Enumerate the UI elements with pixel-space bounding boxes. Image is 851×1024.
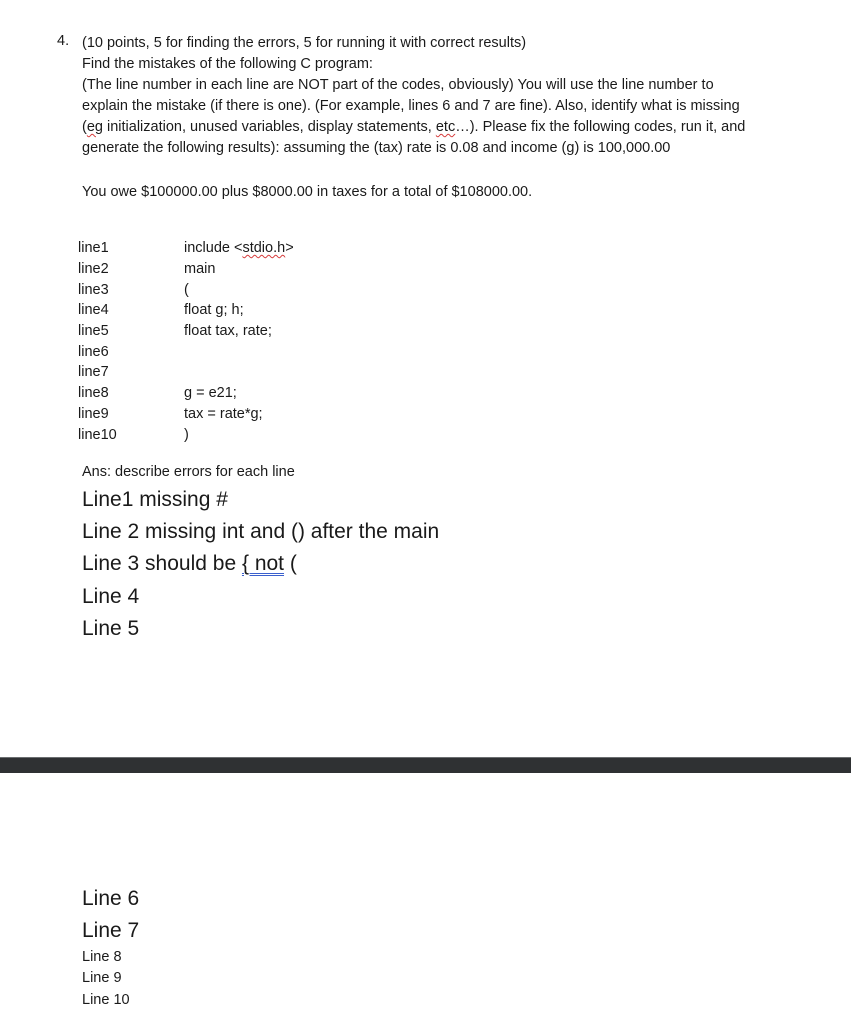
code-line-number: line2 — [78, 261, 109, 277]
code-line-number: line9 — [78, 406, 109, 422]
eg-abbrev: eg — [86, 119, 103, 135]
code-line-number: line4 — [78, 302, 109, 318]
code-float-tax-rate: float tax, rate; — [184, 323, 272, 339]
code-line-number: line8 — [78, 385, 109, 401]
answer-intro: Ans: describe errors for each line — [82, 464, 295, 480]
code-main-statement: main — [184, 261, 216, 277]
answer-line4: Line 4 — [82, 585, 140, 608]
code-open-paren: ( — [184, 282, 189, 298]
code-assign-g: g = e21; — [184, 385, 237, 401]
code-line-number: line10 — [78, 427, 117, 443]
answer-line9: Line 9 — [82, 970, 122, 986]
answer-line6: Line 6 — [82, 887, 140, 910]
missing-line-tail: …). Please fix the following codes, run it, and — [455, 119, 746, 135]
question-explain-line: explain the mistake (if there is one). (For example, lines 6 and 7 are fine). Also, identify what is missing — [82, 98, 740, 114]
code-line-number: line3 — [78, 282, 109, 298]
answer-line10: Line 10 — [82, 992, 130, 1008]
question-instruction-line: Find the mistakes of the following C program: — [82, 56, 373, 72]
include-header-name: stdio.h — [242, 240, 286, 256]
answer-line7: Line 7 — [82, 919, 140, 942]
question-number: 4. — [57, 33, 70, 49]
page-break-bar — [0, 757, 851, 773]
answer-line3-prefix: Line 3 should be — [82, 552, 242, 575]
include-suffix: > — [285, 240, 294, 256]
code-line-number: line6 — [78, 344, 109, 360]
answer-line1: Line1 missing # — [82, 488, 228, 511]
answer-line3-underlined: { not — [241, 552, 285, 575]
question-missing-line — [82, 117, 745, 139]
open-paren: ( — [82, 119, 87, 135]
answer-line3-suffix: ( — [284, 552, 297, 575]
code-close-paren: ) — [184, 427, 189, 443]
missing-items-text: initialization, unused variables, display statements, — [107, 119, 436, 135]
answer-line2: Line 2 missing int and () after the main — [82, 520, 440, 543]
answer-line8: Line 8 — [82, 949, 122, 965]
code-float-g-h: float g; h; — [184, 302, 244, 318]
code-assign-tax: tax = rate*g; — [184, 406, 263, 422]
question-note-line: (The line number in each line are NOT part of the codes, obviously) You will use the line number to — [82, 77, 714, 93]
etc-abbrev: etc — [435, 119, 456, 135]
include-prefix: include < — [184, 240, 243, 256]
code-line-number: line1 — [78, 240, 109, 256]
answer-line3 — [82, 552, 297, 576]
code-line-number: line7 — [78, 364, 109, 380]
code-include-statement — [184, 240, 294, 256]
question-points-line: (10 points, 5 for finding the errors, 5 for running it with correct results) — [82, 35, 527, 51]
question-assumption-line: generate the following results): assuming the (tax) rate is 0.08 and income (g) is 100,000.00 — [82, 140, 671, 156]
code-line-number: line5 — [78, 323, 109, 339]
answer-line5: Line 5 — [82, 617, 140, 640]
expected-output-line: You owe $100000.00 plus $8000.00 in taxes for a total of $108000.00. — [82, 184, 533, 200]
